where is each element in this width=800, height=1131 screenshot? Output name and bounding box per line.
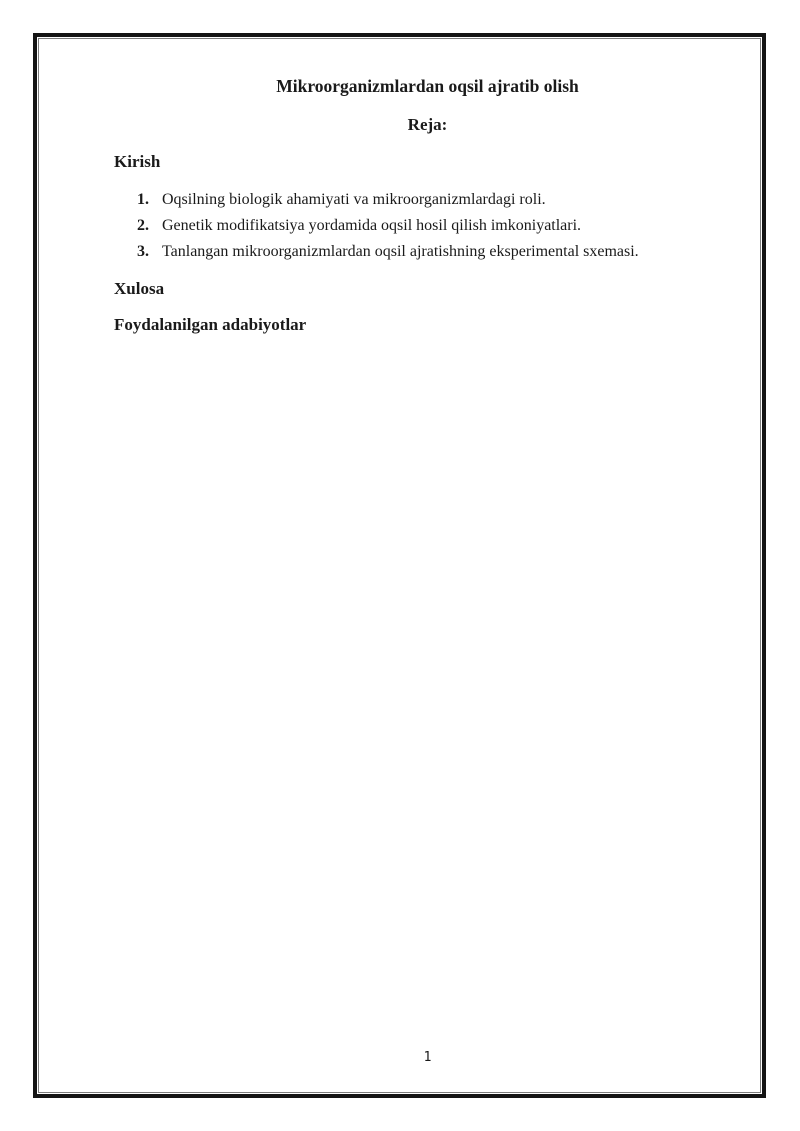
list-item-number: 2. bbox=[137, 217, 149, 234]
page-border-inner-line bbox=[38, 38, 761, 1093]
page-border-frame bbox=[33, 33, 766, 1098]
heading-references: Foydalanilgan adabiyotlar bbox=[114, 315, 307, 334]
list-item bbox=[137, 187, 741, 213]
document-subtitle: Reja: bbox=[407, 115, 448, 134]
page-number: 1 bbox=[423, 1050, 432, 1065]
list-item-number: 3. bbox=[137, 243, 149, 260]
document-title: Mikroorganizmlardan oqsil ajratib olish bbox=[276, 76, 579, 96]
document-body bbox=[114, 75, 741, 350]
list-item-text: Tanlangan mikroorganizmlardan oqsil ajratishning eksperimental sxemasi. bbox=[162, 243, 639, 260]
list-item bbox=[137, 239, 741, 265]
heading-kirish: Kirish bbox=[114, 152, 161, 171]
list-item-number: 1. bbox=[137, 191, 149, 208]
list-item bbox=[137, 213, 741, 239]
heading-xulosa: Xulosa bbox=[114, 279, 165, 298]
list-item-text: Oqsilning biologik ahamiyati va mikroorganizmlardagi roli. bbox=[162, 191, 546, 208]
outline-list bbox=[137, 187, 741, 265]
list-item-text: Genetik modifikatsiya yordamida oqsil hosil qilish imkoniyatlari. bbox=[162, 217, 582, 234]
